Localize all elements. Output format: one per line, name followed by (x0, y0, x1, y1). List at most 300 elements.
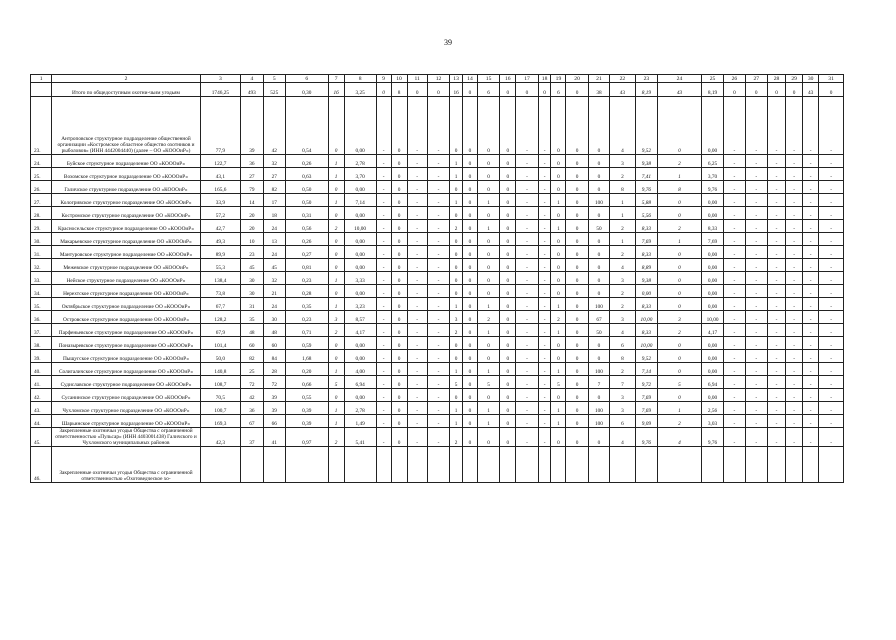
row-name-cell: Костромское структурное подразделение ОО «КОООиР» (52, 207, 200, 220)
value-cell: 1 (450, 155, 463, 168)
value-cell: 0 (391, 298, 407, 311)
value-cell: - (427, 246, 449, 259)
value-cell: 100 (588, 363, 609, 376)
table-row (31, 389, 844, 402)
value-cell: 1 (551, 402, 566, 415)
value-cell: 0 (328, 97, 344, 155)
value-cell: - (803, 324, 819, 337)
value-cell: - (745, 194, 767, 207)
value-cell: 42 (241, 389, 263, 402)
row-index-cell: 27. (31, 194, 52, 207)
value-cell: 0 (500, 402, 516, 415)
value-cell: 9,52 (635, 97, 657, 155)
value-cell: 72 (241, 376, 263, 389)
value-cell: 82 (263, 181, 285, 194)
value-cell: 0,00 (344, 181, 376, 194)
value-cell: - (407, 246, 427, 259)
value-cell: 128,2 (200, 311, 241, 324)
row-name-cell: Вохомское структурное подразделение ОО «КОООиР» (52, 168, 200, 181)
value-cell: - (724, 311, 745, 324)
value-cell: - (745, 272, 767, 285)
value-cell: 0 (551, 350, 566, 363)
value-cell: 2,56 (701, 402, 723, 415)
value-cell: - (819, 168, 844, 181)
value-cell: 0,00 (701, 259, 723, 272)
value-cell: 2 (450, 324, 463, 337)
value-cell: - (376, 337, 391, 350)
value-cell: 0 (658, 298, 702, 311)
value-cell: 0,00 (701, 298, 723, 311)
row-index-cell: 38. (31, 337, 52, 350)
value-cell (427, 447, 449, 483)
value-cell: 1746,25 (200, 83, 241, 97)
value-cell: 9,09 (635, 415, 657, 428)
value-cell: 0 (566, 415, 588, 428)
value-cell: 0 (328, 337, 344, 350)
value-cell: 0 (391, 324, 407, 337)
value-cell: 0 (462, 83, 477, 97)
value-cell: - (376, 207, 391, 220)
value-cell: - (767, 285, 785, 298)
value-cell: 0 (477, 389, 499, 402)
row-index-cell: 32. (31, 259, 52, 272)
value-cell: 0 (477, 337, 499, 350)
value-cell: 0,00 (344, 246, 376, 259)
value-cell: 0 (566, 311, 588, 324)
row-name-cell: Красносельское структурное подразделение ОО «КОООиР» (52, 220, 200, 233)
value-cell: 7 (610, 376, 636, 389)
value-cell: 24 (263, 220, 285, 233)
value-cell: 0 (391, 376, 407, 389)
value-cell: 30 (241, 285, 263, 298)
value-cell: - (819, 415, 844, 428)
value-cell: 0 (786, 83, 803, 97)
value-cell: 7,14 (344, 194, 376, 207)
value-cell: - (786, 324, 803, 337)
value-cell: 8,33 (635, 246, 657, 259)
value-cell: 33,9 (200, 194, 241, 207)
row-index-cell: 36. (31, 311, 52, 324)
value-cell: - (427, 272, 449, 285)
value-cell: - (786, 207, 803, 220)
value-cell: 0 (477, 428, 499, 447)
value-cell: 1 (450, 298, 463, 311)
value-cell: 10,00 (701, 311, 723, 324)
value-cell: 8,57 (344, 311, 376, 324)
value-cell: 0 (462, 324, 477, 337)
value-cell: 3,23 (344, 298, 376, 311)
value-cell: 2 (658, 324, 702, 337)
value-cell: - (819, 155, 844, 168)
row-name-cell: Итого по общедоступным охотни-чьим угодьям (52, 83, 200, 97)
table-row (31, 220, 844, 233)
value-cell: - (745, 428, 767, 447)
row-name-cell: Антроповское структурное подразделение общественной организации «Костромское областное общество охотников и рыболовов» (ИНН 4442004440) (далее – ОО «КОООиР») (52, 97, 200, 155)
value-cell: 10,00 (344, 220, 376, 233)
value-cell: 72 (263, 376, 285, 389)
value-cell: 67,9 (200, 324, 241, 337)
row-index-cell: 39. (31, 350, 52, 363)
value-cell: 73,8 (200, 285, 241, 298)
value-cell: 1 (328, 155, 344, 168)
value-cell: - (724, 415, 745, 428)
value-cell: - (376, 259, 391, 272)
value-cell: 0 (566, 246, 588, 259)
value-cell: 0 (500, 272, 516, 285)
value-cell: 0 (588, 246, 609, 259)
value-cell: - (376, 402, 391, 415)
value-cell: 0,00 (701, 389, 723, 402)
value-cell: - (767, 207, 785, 220)
value-cell: 2 (610, 298, 636, 311)
value-cell: - (538, 350, 551, 363)
value-cell: - (724, 233, 745, 246)
value-cell: 0 (391, 181, 407, 194)
value-cell: 6,94 (701, 376, 723, 389)
value-cell: - (427, 259, 449, 272)
value-cell: - (516, 207, 538, 220)
value-cell (200, 447, 241, 483)
value-cell: - (786, 272, 803, 285)
value-cell: 0 (462, 298, 477, 311)
value-cell: - (767, 337, 785, 350)
value-cell: 8,33 (635, 298, 657, 311)
value-cell: - (767, 389, 785, 402)
value-cell: - (407, 97, 427, 155)
row-index-cell: 23. (31, 97, 52, 155)
value-cell: 0 (500, 259, 516, 272)
row-name-cell: Макарьевское структурное подразделение ОО «КОООиР» (52, 233, 200, 246)
value-cell: 0,00 (701, 194, 723, 207)
statistics-table (30, 74, 844, 483)
value-cell: 1 (477, 220, 499, 233)
value-cell: - (767, 324, 785, 337)
value-cell: 0 (551, 246, 566, 259)
value-cell: - (407, 402, 427, 415)
column-number-cell: 31 (819, 75, 844, 83)
value-cell: 0 (462, 246, 477, 259)
value-cell: 1 (477, 194, 499, 207)
value-cell: 8 (610, 350, 636, 363)
value-cell: 140,8 (200, 363, 241, 376)
row-name-cell: Солигаличское структурное подразделение ОО «КОООиР» (52, 363, 200, 376)
value-cell: - (724, 259, 745, 272)
row-name-cell: Нерехтское структурное подразделение ОО «КОООиР» (52, 285, 200, 298)
value-cell: 0 (462, 168, 477, 181)
value-cell: 0 (538, 83, 551, 97)
value-cell: 45 (263, 259, 285, 272)
value-cell: 0 (588, 350, 609, 363)
value-cell: 43 (610, 83, 636, 97)
value-cell: - (376, 389, 391, 402)
value-cell: 50 (588, 324, 609, 337)
value-cell: 0,63 (285, 168, 328, 181)
value-cell: 6,94 (344, 376, 376, 389)
value-cell: 7,69 (635, 389, 657, 402)
value-cell: 0 (391, 194, 407, 207)
value-cell: 0 (462, 363, 477, 376)
value-cell: 35 (241, 311, 263, 324)
value-cell: - (516, 389, 538, 402)
value-cell: - (427, 194, 449, 207)
value-cell: - (786, 428, 803, 447)
value-cell: 0 (588, 97, 609, 155)
value-cell: 0 (462, 285, 477, 298)
value-cell: 0 (566, 194, 588, 207)
value-cell: 0 (658, 207, 702, 220)
value-cell: - (407, 337, 427, 350)
value-cell: 67 (588, 311, 609, 324)
value-cell: - (819, 181, 844, 194)
value-cell: - (376, 324, 391, 337)
value-cell: - (376, 428, 391, 447)
value-cell: 0,50 (285, 181, 328, 194)
row-index-cell: 41. (31, 376, 52, 389)
value-cell (450, 447, 463, 483)
value-cell: - (427, 233, 449, 246)
value-cell: - (407, 259, 427, 272)
value-cell: - (407, 233, 427, 246)
value-cell: - (786, 350, 803, 363)
value-cell: - (786, 337, 803, 350)
value-cell: 0 (658, 285, 702, 298)
value-cell: - (819, 246, 844, 259)
value-cell: - (407, 285, 427, 298)
value-cell: 1 (658, 402, 702, 415)
value-cell: - (376, 298, 391, 311)
value-cell: 0 (551, 259, 566, 272)
value-cell: - (819, 376, 844, 389)
value-cell: 0 (500, 246, 516, 259)
value-cell: 0 (588, 207, 609, 220)
value-cell: 0 (566, 350, 588, 363)
value-cell: 3 (610, 389, 636, 402)
value-cell: 5,41 (344, 428, 376, 447)
row-index-cell: 40. (31, 363, 52, 376)
value-cell: 5,56 (635, 207, 657, 220)
value-cell: - (538, 220, 551, 233)
table-row (31, 194, 844, 207)
value-cell: - (819, 233, 844, 246)
value-cell: 2 (610, 220, 636, 233)
value-cell: - (516, 428, 538, 447)
value-cell: - (516, 402, 538, 415)
value-cell: 0 (391, 402, 407, 415)
value-cell (819, 447, 844, 483)
value-cell: 0 (391, 285, 407, 298)
row-name-cell: Галичское структурное подразделение ОО «КОООиР» (52, 181, 200, 194)
value-cell: 0,54 (285, 97, 328, 155)
value-cell: - (786, 259, 803, 272)
value-cell: 0 (551, 389, 566, 402)
value-cell: - (538, 168, 551, 181)
value-cell: - (516, 246, 538, 259)
value-cell: 0 (462, 220, 477, 233)
value-cell: 27 (263, 168, 285, 181)
value-cell: - (538, 246, 551, 259)
value-cell: - (376, 350, 391, 363)
value-cell: 100 (588, 298, 609, 311)
value-cell: - (745, 324, 767, 337)
row-index-cell: 44. (31, 415, 52, 428)
value-cell: 1 (328, 298, 344, 311)
value-cell: - (767, 97, 785, 155)
table-row (31, 285, 844, 298)
value-cell: 1 (477, 298, 499, 311)
value-cell: 0 (391, 272, 407, 285)
value-cell: 24 (263, 298, 285, 311)
value-cell: 0 (407, 83, 427, 97)
value-cell: - (767, 233, 785, 246)
value-cell: 0 (500, 324, 516, 337)
value-cell: 1 (658, 168, 702, 181)
value-cell: 0,23 (285, 272, 328, 285)
value-cell: 0 (328, 246, 344, 259)
value-cell: 0,00 (344, 350, 376, 363)
value-cell: - (516, 285, 538, 298)
value-cell: 5 (551, 376, 566, 389)
value-cell (328, 447, 344, 483)
value-cell: - (819, 272, 844, 285)
table-row (31, 428, 844, 447)
table-row (31, 337, 844, 350)
value-cell: - (427, 298, 449, 311)
value-cell: - (803, 285, 819, 298)
value-cell: 0 (500, 168, 516, 181)
value-cell: 0,00 (701, 285, 723, 298)
value-cell (376, 447, 391, 483)
value-cell: - (767, 402, 785, 415)
column-number-cell: 20 (566, 75, 588, 83)
value-cell: 0,39 (285, 402, 328, 415)
value-cell: 0 (328, 259, 344, 272)
value-cell: 8,33 (701, 220, 723, 233)
value-cell: - (724, 337, 745, 350)
value-cell: 1 (328, 168, 344, 181)
value-cell: 0 (551, 337, 566, 350)
value-cell: - (538, 298, 551, 311)
value-cell (407, 447, 427, 483)
row-name-cell: Пыщугское структурное подразделение ОО «КОООиР» (52, 350, 200, 363)
table-row (31, 376, 844, 389)
value-cell: 16 (328, 83, 344, 97)
value-cell: - (724, 181, 745, 194)
value-cell: - (538, 155, 551, 168)
column-number-cell: 1 (31, 75, 52, 83)
table-row (31, 207, 844, 220)
value-cell: - (803, 376, 819, 389)
value-cell: 38 (588, 83, 609, 97)
value-cell: - (745, 181, 767, 194)
value-cell: 0 (588, 155, 609, 168)
value-cell: - (538, 376, 551, 389)
value-cell: 0,00 (344, 233, 376, 246)
value-cell: - (745, 298, 767, 311)
value-cell: 0 (566, 337, 588, 350)
value-cell: - (427, 97, 449, 155)
row-index-cell: 26. (31, 181, 52, 194)
value-cell: 0 (450, 233, 463, 246)
value-cell: 0,66 (285, 376, 328, 389)
table-row (31, 272, 844, 285)
value-cell: - (538, 181, 551, 194)
value-cell (635, 447, 657, 483)
value-cell: 8,19 (701, 83, 723, 97)
value-cell: - (538, 311, 551, 324)
value-cell: 0 (500, 350, 516, 363)
value-cell: - (745, 155, 767, 168)
value-cell: 2 (328, 428, 344, 447)
value-cell: 0 (551, 168, 566, 181)
value-cell (767, 447, 785, 483)
row-index-cell: 34. (31, 285, 52, 298)
value-cell: - (724, 246, 745, 259)
value-cell: 1 (450, 415, 463, 428)
value-cell: 0 (450, 285, 463, 298)
value-cell: 0 (819, 83, 844, 97)
value-cell: 525 (263, 83, 285, 97)
value-cell: - (724, 194, 745, 207)
value-cell: 100 (588, 415, 609, 428)
value-cell: 0 (566, 298, 588, 311)
value-cell: 0 (566, 155, 588, 168)
row-name-cell: Чухломское структурное подразделение ОО «КОООиР» (52, 402, 200, 415)
value-cell: - (724, 376, 745, 389)
value-cell: 0 (500, 220, 516, 233)
value-cell: - (516, 168, 538, 181)
value-cell: 2 (610, 168, 636, 181)
value-cell: - (427, 376, 449, 389)
value-cell: 0,97 (285, 428, 328, 447)
value-cell: - (786, 168, 803, 181)
value-cell: 0 (566, 207, 588, 220)
row-index-cell: 35. (31, 298, 52, 311)
value-cell: 0 (477, 285, 499, 298)
value-cell: 0 (500, 155, 516, 168)
value-cell: 48 (241, 324, 263, 337)
value-cell: - (376, 233, 391, 246)
value-cell: - (819, 337, 844, 350)
value-cell: 4,17 (344, 324, 376, 337)
value-cell: 10,00 (635, 337, 657, 350)
column-number-cell: 5 (263, 75, 285, 83)
value-cell: 0 (462, 350, 477, 363)
value-cell: 3,33 (344, 272, 376, 285)
value-cell: 0 (477, 246, 499, 259)
column-number-cell: 26 (724, 75, 745, 83)
row-name-cell: Закрепленные охотничьи угодья Общества с ограниченной ответственностью «Пульсар» (ИНН 4403001438) Галичского и Чухломского муниципальных районов (52, 428, 200, 447)
value-cell: - (745, 168, 767, 181)
row-name-cell: Буйское структурное подразделение ОО «КОООиР» (52, 155, 200, 168)
value-cell: 0,28 (285, 285, 328, 298)
value-cell (285, 447, 328, 483)
value-cell: - (786, 220, 803, 233)
value-cell: 0 (450, 350, 463, 363)
value-cell: - (819, 324, 844, 337)
row-name-cell: Судиславское структурное подразделение ОО «КОООиР» (52, 376, 200, 389)
value-cell (658, 447, 702, 483)
value-cell: - (819, 97, 844, 155)
value-cell: 3 (610, 311, 636, 324)
value-cell: 0 (462, 155, 477, 168)
value-cell: 0,00 (344, 207, 376, 220)
value-cell: 0 (551, 428, 566, 447)
value-cell: 0 (767, 83, 785, 97)
value-cell: - (516, 376, 538, 389)
value-cell: - (407, 363, 427, 376)
column-number-cell: 4 (241, 75, 263, 83)
column-number-cell: 9 (376, 75, 391, 83)
